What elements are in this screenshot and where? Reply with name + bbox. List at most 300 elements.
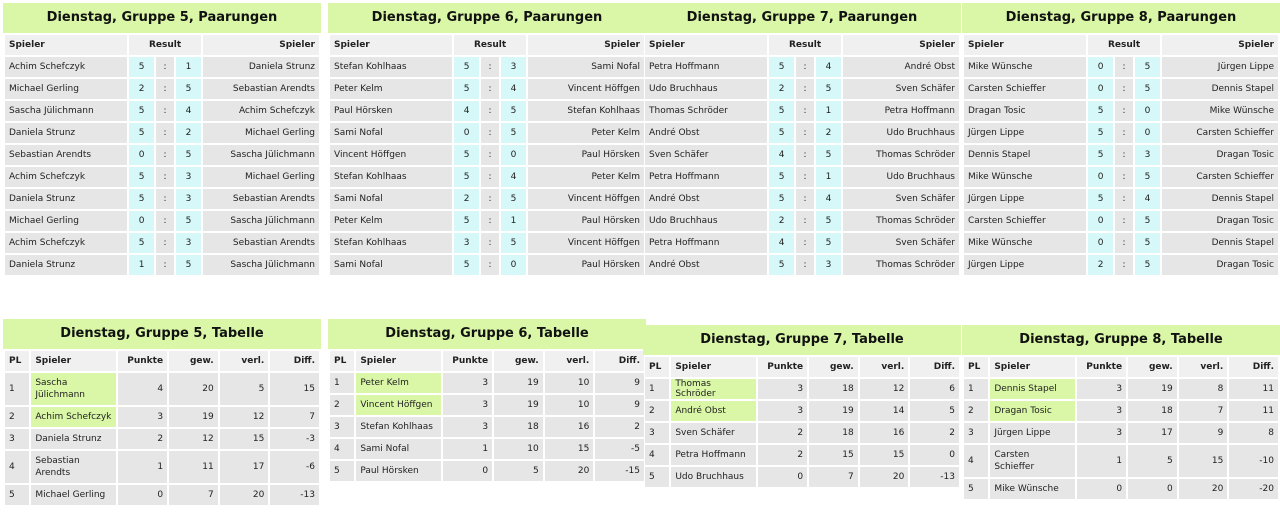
match-row: [964, 189, 1278, 209]
score-separator: :: [796, 211, 814, 231]
difference: 11: [1229, 401, 1278, 421]
score-separator: :: [796, 189, 814, 209]
player-left: Sven Schäfer: [645, 145, 767, 165]
difference: 15: [270, 373, 319, 405]
player-left: Paul Hörsken: [330, 101, 452, 121]
player-right: Dennis Stapel: [1162, 233, 1278, 253]
header-spieler: Spieler: [203, 35, 319, 55]
match-row: [5, 145, 319, 165]
match-row: [330, 57, 644, 77]
score-left: 2: [769, 79, 793, 99]
player-left: Daniela Strunz: [5, 123, 127, 143]
score-left: 5: [769, 189, 793, 209]
header-spieler: Spieler: [356, 351, 441, 371]
player-right: Michael Gerling: [203, 123, 319, 143]
score-left: 5: [769, 101, 793, 121]
standings-row: [330, 373, 644, 393]
score-separator: :: [796, 101, 814, 121]
score-separator: :: [481, 79, 499, 99]
player-name: Sascha Jülichmann: [31, 373, 116, 405]
difference: 11: [1229, 379, 1278, 399]
player-left: Petra Hoffmann: [645, 167, 767, 187]
rank: 5: [964, 479, 988, 499]
player-left: André Obst: [645, 255, 767, 275]
lost: 12: [220, 407, 269, 427]
score-left: 3: [454, 233, 478, 253]
rank: 3: [645, 423, 669, 443]
points: 0: [758, 467, 807, 487]
score-right: 5: [816, 233, 840, 253]
standings-table: [962, 355, 1280, 501]
lost: 20: [860, 467, 909, 487]
score-right: 0: [501, 255, 525, 275]
player-right: Thomas Schröder: [843, 145, 959, 165]
player-name: Mike Wünsche: [990, 479, 1075, 499]
header-diff: Diff.: [270, 351, 319, 371]
won: 18: [809, 423, 858, 443]
rank: 5: [330, 461, 354, 481]
score-right: 3: [176, 233, 200, 253]
table-header-row: [964, 357, 1278, 377]
player-right: Michael Gerling: [203, 167, 319, 187]
rank: 3: [330, 417, 354, 437]
score-right: 3: [1135, 145, 1159, 165]
lost: 20: [1179, 479, 1228, 499]
player-right: Dragan Tosic: [1162, 255, 1278, 275]
player-left: Udo Bruchhaus: [645, 79, 767, 99]
match-row: [330, 101, 644, 121]
score-separator: :: [1115, 123, 1133, 143]
player-right: Sascha Jülichmann: [203, 255, 319, 275]
player-left: Dragan Tosic: [964, 101, 1086, 121]
player-name: Vincent Höffgen: [356, 395, 441, 415]
score-right: 2: [816, 123, 840, 143]
standings-row: [5, 451, 319, 483]
won: 18: [494, 417, 543, 437]
player-right: Paul Hörsken: [528, 255, 644, 275]
header-punkte: Punkte: [443, 351, 492, 371]
header-spieler: Spieler: [5, 35, 127, 55]
match-row: [645, 145, 959, 165]
difference: 2: [910, 423, 959, 443]
score-separator: :: [1115, 57, 1133, 77]
rank: 1: [330, 373, 354, 393]
match-row: [330, 233, 644, 253]
pairings-title: Dienstag, Gruppe 6, Paarungen: [328, 3, 646, 33]
points: 3: [443, 395, 492, 415]
points: 0: [443, 461, 492, 481]
header-spieler: Spieler: [31, 351, 116, 371]
table-header-row: [645, 35, 959, 55]
score-left: 4: [769, 145, 793, 165]
score-separator: :: [796, 167, 814, 187]
player-left: Michael Gerling: [5, 79, 127, 99]
standings-title: Dienstag, Gruppe 7, Tabelle: [643, 325, 961, 355]
player-right: Thomas Schröder: [843, 255, 959, 275]
lost: 16: [860, 423, 909, 443]
player-name: Thomas Schröder: [671, 379, 756, 399]
match-row: [645, 211, 959, 231]
match-row: [645, 79, 959, 99]
score-right: 2: [176, 123, 200, 143]
player-name: Daniela Strunz: [31, 429, 116, 449]
match-row: [5, 255, 319, 275]
standings-row: [5, 407, 319, 427]
header-spieler: Spieler: [990, 357, 1075, 377]
rank: 5: [5, 485, 29, 505]
score-right: 4: [501, 167, 525, 187]
header-spieler: Spieler: [528, 35, 644, 55]
player-right: Sami Nofal: [528, 57, 644, 77]
score-separator: :: [481, 189, 499, 209]
difference: 7: [270, 407, 319, 427]
score-left: 5: [454, 145, 478, 165]
score-right: 4: [501, 79, 525, 99]
header-diff: Diff.: [910, 357, 959, 377]
player-left: Michael Gerling: [5, 211, 127, 231]
player-left: Stefan Kohlhaas: [330, 167, 452, 187]
score-separator: :: [1115, 189, 1133, 209]
header-result: Result: [129, 35, 200, 55]
player-right: Dragan Tosic: [1162, 211, 1278, 231]
player-right: Thomas Schröder: [843, 211, 959, 231]
pairings-title: Dienstag, Gruppe 5, Paarungen: [3, 3, 321, 33]
score-left: 2: [769, 211, 793, 231]
header-result: Result: [454, 35, 525, 55]
player-right: Sven Schäfer: [843, 79, 959, 99]
standings-row: [645, 445, 959, 465]
won: 5: [494, 461, 543, 481]
score-right: 0: [1135, 101, 1159, 121]
player-right: Dennis Stapel: [1162, 79, 1278, 99]
player-name: Jürgen Lippe: [990, 423, 1075, 443]
score-right: 1: [816, 101, 840, 121]
won: 19: [809, 401, 858, 421]
table-header-row: [330, 351, 644, 371]
standings-row: [964, 401, 1278, 421]
score-separator: :: [796, 79, 814, 99]
score-left: 0: [1088, 167, 1112, 187]
standings-table: [3, 349, 321, 507]
match-row: [330, 167, 644, 187]
player-left: Petra Hoffmann: [645, 233, 767, 253]
score-separator: :: [481, 57, 499, 77]
lost: 10: [545, 395, 594, 415]
score-separator: :: [481, 255, 499, 275]
points: 4: [118, 373, 167, 405]
standings-row: [964, 423, 1278, 443]
match-row: [964, 167, 1278, 187]
score-right: 4: [816, 57, 840, 77]
points: 0: [1077, 479, 1126, 499]
score-separator: :: [481, 233, 499, 253]
won: 17: [1128, 423, 1177, 443]
lost: 9: [1179, 423, 1228, 443]
score-right: 5: [1135, 57, 1159, 77]
player-left: Peter Kelm: [330, 79, 452, 99]
pairings-panel-g6: [328, 3, 646, 277]
difference: 8: [1229, 423, 1278, 443]
score-left: 4: [454, 101, 478, 121]
player-left: Carsten Schieffer: [964, 211, 1086, 231]
points: 1: [1077, 445, 1126, 477]
score-left: 5: [454, 79, 478, 99]
score-separator: :: [156, 189, 174, 209]
header-spieler: Spieler: [964, 35, 1086, 55]
player-right: Achim Schefczyk: [203, 101, 319, 121]
player-left: Dennis Stapel: [964, 145, 1086, 165]
score-left: 0: [129, 145, 153, 165]
player-right: Vincent Höffgen: [528, 233, 644, 253]
lost: 20: [545, 461, 594, 481]
score-right: 5: [501, 189, 525, 209]
player-name: Stefan Kohlhaas: [356, 417, 441, 437]
match-row: [330, 123, 644, 143]
difference: 9: [595, 395, 644, 415]
score-right: 5: [816, 145, 840, 165]
match-row: [330, 79, 644, 99]
player-left: Carsten Schieffer: [964, 79, 1086, 99]
header-gew: gew.: [809, 357, 858, 377]
standings-title: Dienstag, Gruppe 6, Tabelle: [328, 319, 646, 349]
header-pl: PL: [964, 357, 988, 377]
player-left: Mike Wünsche: [964, 167, 1086, 187]
pairings-panel-g5: [3, 3, 321, 277]
header-spieler: Spieler: [330, 35, 452, 55]
score-right: 4: [176, 101, 200, 121]
score-left: 0: [1088, 233, 1112, 253]
score-separator: :: [156, 211, 174, 231]
standings-row: [330, 395, 644, 415]
difference: 2: [595, 417, 644, 437]
standings-row: [330, 439, 644, 459]
score-separator: :: [1115, 255, 1133, 275]
player-left: Achim Schefczyk: [5, 57, 127, 77]
player-name: Dragan Tosic: [990, 401, 1075, 421]
header-punkte: Punkte: [1077, 357, 1126, 377]
player-left: Sascha Jülichmann: [5, 101, 127, 121]
player-name: Carsten Schieffer: [990, 445, 1075, 477]
score-separator: :: [1115, 145, 1133, 165]
standings-row: [645, 401, 959, 421]
header-spieler: Spieler: [671, 357, 756, 377]
won: 20: [169, 373, 218, 405]
match-row: [645, 189, 959, 209]
player-left: André Obst: [645, 123, 767, 143]
score-separator: :: [796, 57, 814, 77]
standings-table: [328, 349, 646, 483]
standings-row: [964, 479, 1278, 499]
match-row: [645, 233, 959, 253]
player-left: Vincent Höffgen: [330, 145, 452, 165]
difference: -15: [595, 461, 644, 481]
match-row: [5, 101, 319, 121]
player-left: Peter Kelm: [330, 211, 452, 231]
player-name: Achim Schefczyk: [31, 407, 116, 427]
score-left: 0: [1088, 211, 1112, 231]
score-left: 5: [1088, 123, 1112, 143]
score-left: 5: [454, 57, 478, 77]
difference: -3: [270, 429, 319, 449]
lost: 15: [860, 445, 909, 465]
score-left: 5: [454, 211, 478, 231]
table-header-row: [330, 35, 644, 55]
player-right: Sebastian Arendts: [203, 233, 319, 253]
match-row: [330, 145, 644, 165]
score-separator: :: [1115, 233, 1133, 253]
score-separator: :: [156, 123, 174, 143]
score-left: 0: [454, 123, 478, 143]
won: 19: [494, 373, 543, 393]
table-header-row: [5, 35, 319, 55]
score-right: 5: [1135, 167, 1159, 187]
score-left: 5: [769, 57, 793, 77]
points: 3: [118, 407, 167, 427]
score-right: 3: [176, 189, 200, 209]
score-separator: :: [481, 211, 499, 231]
score-separator: :: [796, 123, 814, 143]
difference: -13: [270, 485, 319, 505]
pairings-panel-g8: [962, 3, 1280, 277]
points: 3: [758, 379, 807, 399]
header-spieler: Spieler: [645, 35, 767, 55]
player-right: Dragan Tosic: [1162, 145, 1278, 165]
player-left: Achim Schefczyk: [5, 167, 127, 187]
player-left: Stefan Kohlhaas: [330, 233, 452, 253]
points: 3: [443, 373, 492, 393]
table-header-row: [5, 351, 319, 371]
lost: 14: [860, 401, 909, 421]
score-right: 5: [501, 123, 525, 143]
points: 0: [118, 485, 167, 505]
score-right: 5: [1135, 233, 1159, 253]
score-separator: :: [796, 145, 814, 165]
player-right: Carsten Schieffer: [1162, 123, 1278, 143]
difference: 5: [910, 401, 959, 421]
difference: 9: [595, 373, 644, 393]
score-left: 5: [129, 123, 153, 143]
lost: 7: [1179, 401, 1228, 421]
rank: 5: [645, 467, 669, 487]
header-gew: gew.: [1128, 357, 1177, 377]
standings-panel-g7: [643, 325, 961, 489]
player-name: André Obst: [671, 401, 756, 421]
score-right: 4: [1135, 189, 1159, 209]
won: 7: [169, 485, 218, 505]
score-left: 0: [1088, 79, 1112, 99]
match-row: [964, 211, 1278, 231]
score-left: 5: [1088, 101, 1112, 121]
match-row: [964, 79, 1278, 99]
match-row: [645, 167, 959, 187]
score-separator: :: [156, 101, 174, 121]
standings-row: [964, 379, 1278, 399]
won: 18: [1128, 401, 1177, 421]
header-verl: verl.: [860, 357, 909, 377]
rank: 3: [5, 429, 29, 449]
header-punkte: Punkte: [758, 357, 807, 377]
standings-row: [330, 417, 644, 437]
lost: 20: [220, 485, 269, 505]
difference: -10: [1229, 445, 1278, 477]
standings-table: [643, 355, 961, 489]
score-right: 5: [176, 79, 200, 99]
difference: 6: [910, 379, 959, 399]
score-left: 5: [1088, 145, 1112, 165]
standings-row: [5, 429, 319, 449]
match-row: [330, 255, 644, 275]
won: 10: [494, 439, 543, 459]
standings-row: [330, 461, 644, 481]
score-right: 5: [501, 101, 525, 121]
score-separator: :: [481, 167, 499, 187]
match-row: [964, 123, 1278, 143]
score-right: 5: [176, 255, 200, 275]
player-left: Mike Wünsche: [964, 57, 1086, 77]
player-left: Stefan Kohlhaas: [330, 57, 452, 77]
player-name: Paul Hörsken: [356, 461, 441, 481]
standings-row: [645, 379, 959, 399]
score-left: 5: [769, 167, 793, 187]
player-name: Sven Schäfer: [671, 423, 756, 443]
points: 2: [118, 429, 167, 449]
score-left: 2: [1088, 255, 1112, 275]
standings-row: [5, 485, 319, 505]
score-right: 3: [501, 57, 525, 77]
match-row: [645, 255, 959, 275]
difference: -6: [270, 451, 319, 483]
player-name: Petra Hoffmann: [671, 445, 756, 465]
score-right: 0: [501, 145, 525, 165]
header-verl: verl.: [220, 351, 269, 371]
match-row: [645, 101, 959, 121]
player-name: Sebastian Arendts: [31, 451, 116, 483]
match-row: [964, 101, 1278, 121]
lost: 12: [860, 379, 909, 399]
player-left: Mike Wünsche: [964, 233, 1086, 253]
score-separator: :: [1115, 167, 1133, 187]
match-row: [5, 189, 319, 209]
pairings-title: Dienstag, Gruppe 7, Paarungen: [643, 3, 961, 33]
score-separator: :: [481, 145, 499, 165]
standings-row: [645, 423, 959, 443]
match-row: [964, 233, 1278, 253]
player-right: Stefan Kohlhaas: [528, 101, 644, 121]
player-name: Dennis Stapel: [990, 379, 1075, 399]
header-result: Result: [769, 35, 840, 55]
score-right: 5: [1135, 255, 1159, 275]
lost: 8: [1179, 379, 1228, 399]
header-diff: Diff.: [1229, 357, 1278, 377]
player-right: André Obst: [843, 57, 959, 77]
rank: 3: [964, 423, 988, 443]
header-pl: PL: [330, 351, 354, 371]
rank: 2: [330, 395, 354, 415]
score-left: 5: [769, 123, 793, 143]
score-separator: :: [156, 167, 174, 187]
table-header-row: [645, 357, 959, 377]
score-separator: :: [156, 255, 174, 275]
rank: 4: [5, 451, 29, 483]
points: 3: [1077, 379, 1126, 399]
match-row: [5, 233, 319, 253]
score-left: 2: [129, 79, 153, 99]
score-right: 5: [501, 233, 525, 253]
player-right: Carsten Schieffer: [1162, 167, 1278, 187]
won: 18: [809, 379, 858, 399]
player-right: Sebastian Arendts: [203, 79, 319, 99]
won: 19: [494, 395, 543, 415]
